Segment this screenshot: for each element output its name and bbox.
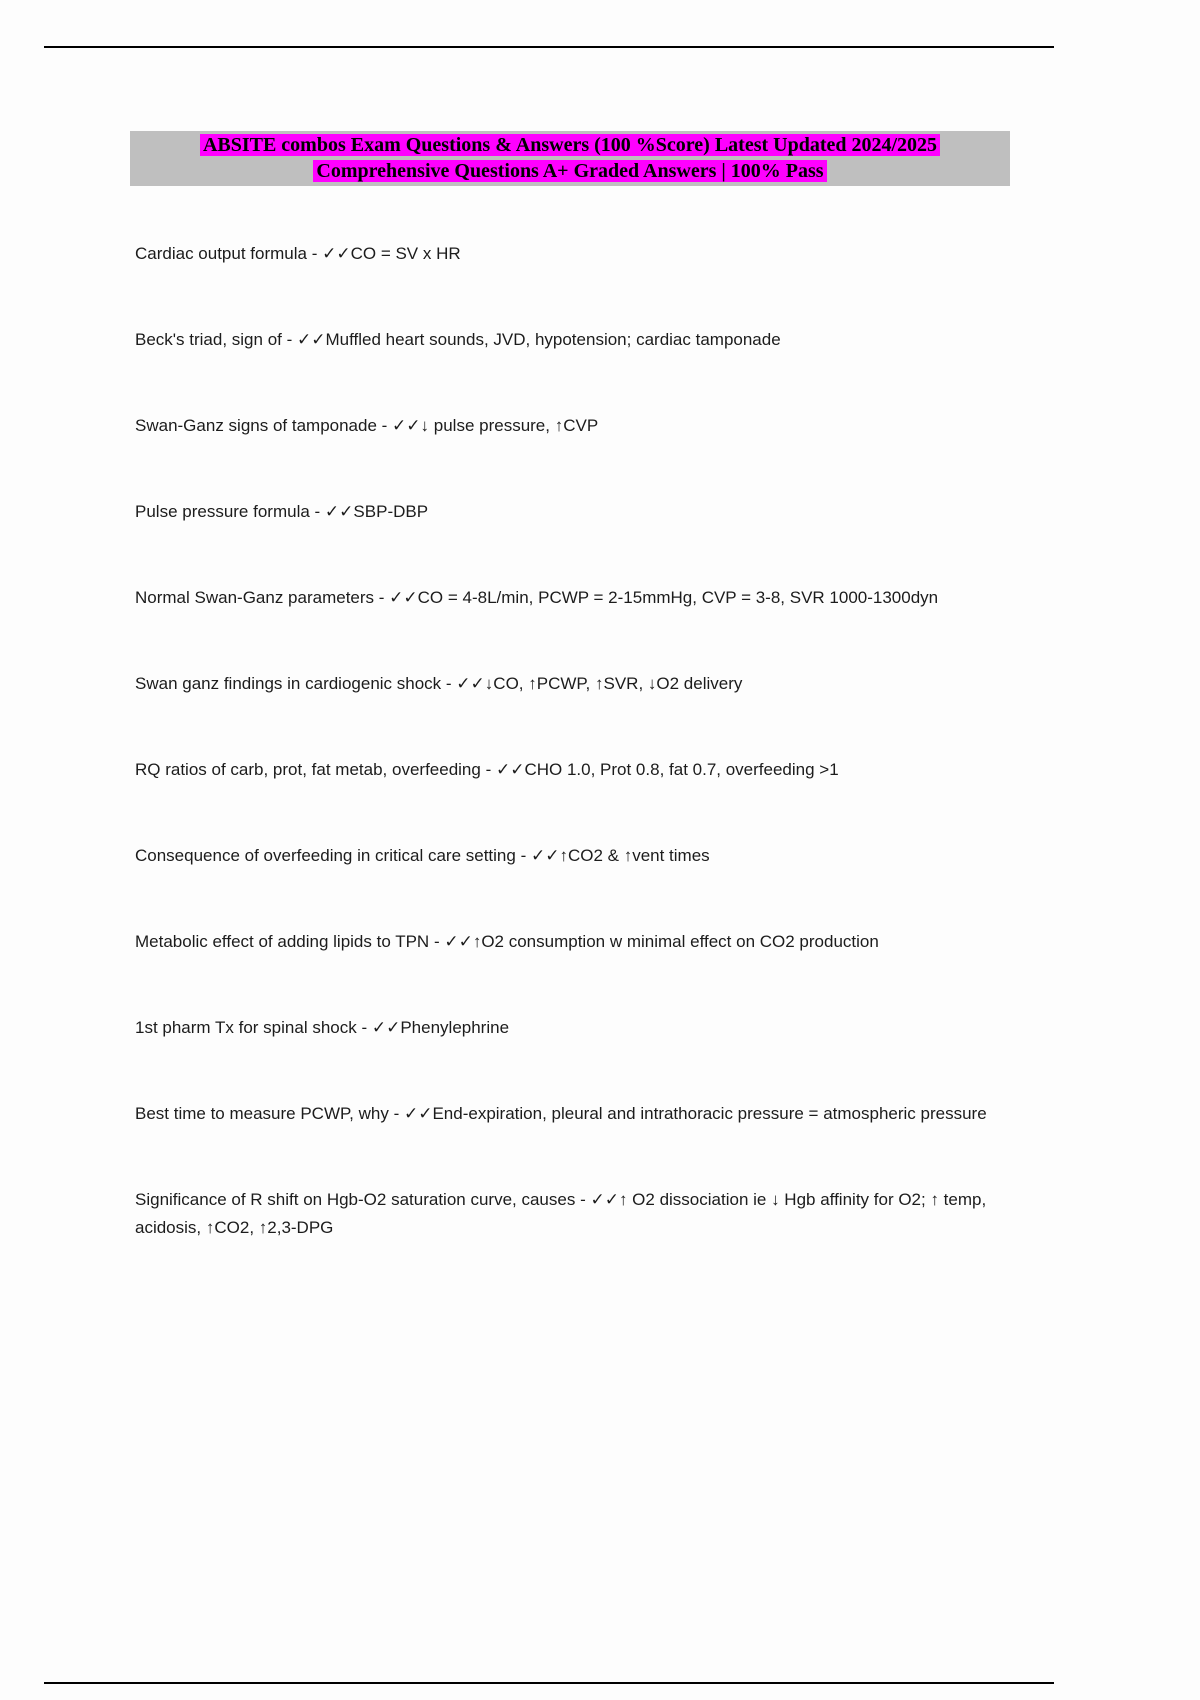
qa-item <box>135 1100 1035 1128</box>
qa-answer: ↓ pulse pressure, ↑CVP <box>420 416 599 435</box>
qa-separator: - ✓✓ <box>374 588 418 607</box>
qa-answer: ↓CO, ↑PCWP, ↑SVR, ↓O2 delivery <box>484 674 743 693</box>
top-rule <box>44 46 1054 48</box>
qa-question: Swan ganz findings in cardiogenic shock <box>135 674 442 693</box>
qa-item <box>135 326 1035 354</box>
qa-answer: SBP-DBP <box>353 502 429 521</box>
title-bar <box>130 131 1010 186</box>
qa-answer: Phenylephrine <box>400 1018 510 1037</box>
document-title-line2: Comprehensive Questions A+ Graded Answers | 100% Pass <box>313 160 826 182</box>
qa-item <box>135 240 1035 268</box>
document-title-line1: ABSITE combos Exam Questions & Answers (100 %Score) Latest Updated 2024/2025 <box>200 134 940 156</box>
qa-item <box>135 1186 1035 1242</box>
qa-question: Normal Swan-Ganz parameters <box>135 588 375 607</box>
qa-question: RQ ratios of carb, prot, fat metab, overfeeding <box>135 760 481 779</box>
qa-question: Cardiac output formula <box>135 244 307 263</box>
qa-answer: ↑O2 consumption w minimal effect on CO2 production <box>472 932 879 951</box>
qa-item <box>135 756 1035 784</box>
qa-separator: - ✓✓ <box>575 1190 619 1209</box>
qa-question: Pulse pressure formula <box>135 502 310 521</box>
qa-answer: CHO 1.0, Prot 0.8, fat 0.7, overfeeding >1 <box>524 760 839 779</box>
qa-question: Significance of R shift on Hgb-O2 saturation curve, causes <box>135 1190 576 1209</box>
qa-answer: CO = SV x HR <box>350 244 461 263</box>
qa-item <box>135 928 1035 956</box>
qa-separator: - ✓✓ <box>480 760 525 779</box>
qa-answer: CO = 4-8L/min, PCWP = 2-15mmHg, CVP = 3-8, SVR 1000-1300dyn <box>417 588 939 607</box>
qa-item <box>135 584 1035 612</box>
qa-answer: End-expiration, pleural and intrathoracic pressure = atmospheric pressure <box>432 1104 987 1123</box>
qa-separator: - ✓✓ <box>309 502 354 521</box>
qa-question: Best time to measure PCWP, why <box>135 1104 389 1123</box>
qa-separator: - ✓✓ <box>376 416 421 435</box>
qa-question: 1st pharm Tx for spinal shock <box>135 1018 357 1037</box>
qa-item <box>135 842 1035 870</box>
qa-separator: - ✓✓ <box>356 1018 401 1037</box>
qa-separator: - ✓✓ <box>306 244 351 263</box>
qa-item <box>135 670 1035 698</box>
qa-question: Consequence of overfeeding in critical care setting <box>135 846 516 865</box>
qa-separator: - ✓✓ <box>388 1104 433 1123</box>
qa-item <box>135 1014 1035 1042</box>
qa-question: Swan-Ganz signs of tamponade <box>135 416 377 435</box>
qa-answer: ↑ O2 dissociation ie ↓ Hgb affinity for O2; ↑ temp, acidosis, ↑CO2, ↑2,3-DPG <box>135 1190 987 1237</box>
qa-separator: - ✓✓ <box>441 674 485 693</box>
qa-separator: - ✓✓ <box>429 932 473 951</box>
qa-list <box>135 240 1035 1300</box>
qa-answer: ↑CO2 & ↑vent times <box>559 846 710 865</box>
qa-question: Beck's triad, sign of <box>135 330 282 349</box>
qa-separator: - ✓✓ <box>515 846 560 865</box>
qa-item <box>135 498 1035 526</box>
qa-question: Metabolic effect of adding lipids to TPN <box>135 932 430 951</box>
bottom-rule <box>44 1682 1054 1684</box>
qa-separator: - ✓✓ <box>281 330 326 349</box>
qa-answer: Muffled heart sounds, JVD, hypotension; cardiac tamponade <box>325 330 781 349</box>
qa-item <box>135 412 1035 440</box>
